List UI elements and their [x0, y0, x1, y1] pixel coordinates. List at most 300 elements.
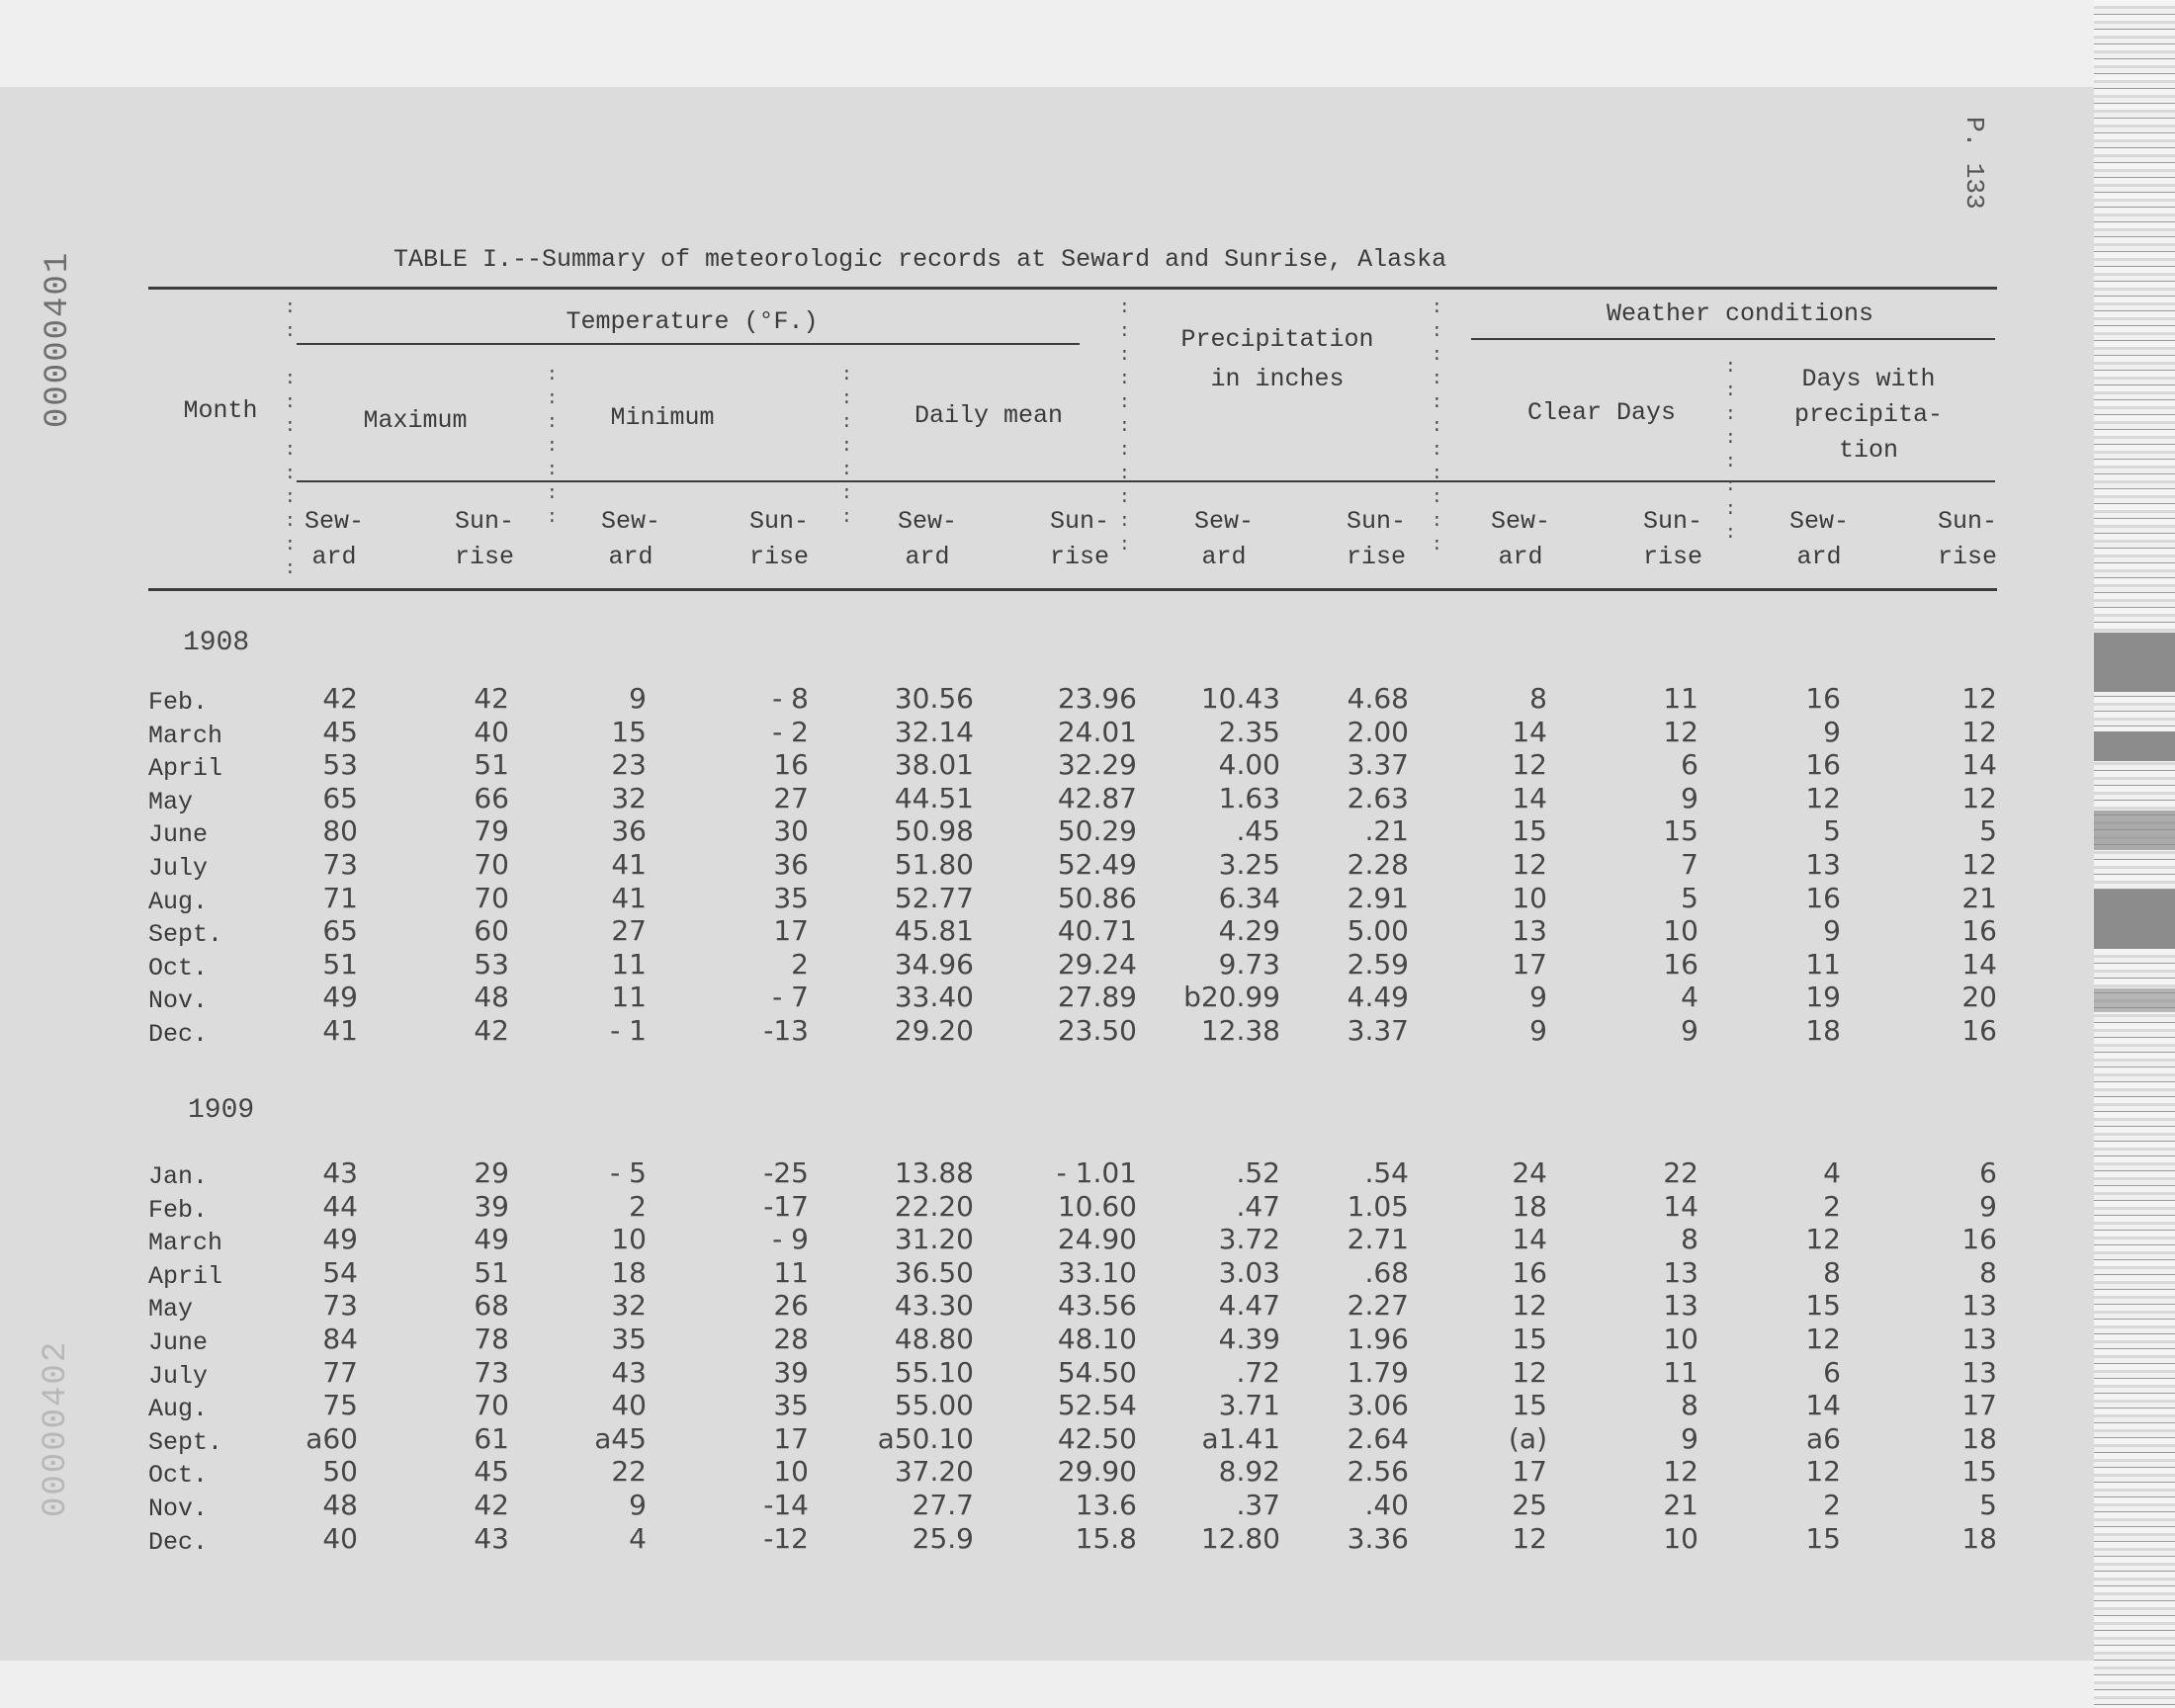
table-cell: 2 — [791, 947, 809, 981]
table-row — [0, 814, 2094, 848]
table-cell: 40 — [322, 1521, 358, 1555]
table-cell: - 5 — [610, 1156, 647, 1189]
subheader-seward: Sew- ard — [1193, 507, 1254, 571]
table-row — [0, 914, 2094, 948]
month-label: Dec. — [148, 1020, 209, 1049]
table-cell: 27 — [611, 914, 647, 948]
table-row — [0, 1289, 2094, 1323]
table-cell: 6 — [1823, 1355, 1841, 1389]
table-cell: 8 — [1681, 1223, 1698, 1256]
table-cell: 24 — [1512, 1156, 1547, 1189]
table-cell: 1.63 — [1218, 781, 1280, 814]
table-cell: 39 — [474, 1189, 509, 1223]
month-label: Aug. — [148, 887, 209, 916]
table-cell: 9 — [1979, 1189, 1997, 1223]
table-cell: 26 — [773, 1289, 809, 1323]
table-cell: 27.7 — [912, 1489, 974, 1521]
table-cell: 16 — [1805, 881, 1841, 914]
subheader-sunrise: Sun- rise — [454, 507, 514, 571]
table-cell: 2.00 — [1347, 715, 1409, 748]
table-cell: 4.00 — [1218, 748, 1280, 782]
subheader-sunrise: Sun- rise — [1346, 507, 1406, 571]
table-cell: 42 — [474, 1489, 509, 1521]
month-label: July — [148, 1361, 209, 1391]
table-cell: 52.77 — [894, 881, 974, 914]
month-label: Nov. — [148, 1494, 209, 1523]
table-cell: 53 — [474, 947, 509, 981]
table-cell: .47 — [1236, 1189, 1280, 1223]
month-label: March — [148, 721, 223, 750]
table-cell: 49 — [322, 1223, 358, 1256]
table-cell: 36 — [611, 814, 647, 848]
table-row — [0, 1389, 2094, 1422]
table-cell: - 1.01 — [1056, 1156, 1137, 1189]
table-cell: 15 — [1961, 1455, 1997, 1489]
table-cell: 2.56 — [1347, 1455, 1409, 1489]
table-cell: 12 — [1961, 781, 1997, 814]
month-label: May — [148, 1295, 194, 1324]
table-cell: 12 — [1805, 781, 1841, 814]
header-temperature: Temperature (°F.) — [566, 307, 819, 336]
table-cell: -13 — [763, 1014, 809, 1047]
table-cell: 21 — [1961, 881, 1997, 914]
table-cell: 12 — [1805, 1323, 1841, 1355]
table-cell: .72 — [1236, 1355, 1280, 1389]
table-cell: 49 — [474, 1223, 509, 1256]
table-cell: 12 — [1961, 715, 1997, 748]
subheader-seward: Sew- ard — [1788, 507, 1849, 571]
table-cell: 68 — [474, 1289, 509, 1323]
table-cell: 60 — [474, 914, 509, 948]
table-cell: 10.43 — [1200, 682, 1280, 715]
table-row — [0, 716, 2094, 749]
table-cell: 14 — [1512, 781, 1547, 814]
month-label: Nov. — [148, 986, 209, 1016]
table-cell: 1.96 — [1347, 1323, 1409, 1355]
table-cell: 3.37 — [1347, 748, 1409, 782]
table-row — [0, 1455, 2094, 1489]
table-cell: 1.05 — [1347, 1189, 1409, 1223]
table-cell: 15 — [1805, 1289, 1841, 1323]
table-cell: 54 — [322, 1255, 358, 1289]
subheader-seward: Sew- ard — [1490, 507, 1550, 571]
table-cell: 9 — [1681, 781, 1698, 814]
table-cell: 18 — [1961, 1521, 1997, 1555]
table-cell: .37 — [1236, 1489, 1280, 1521]
table-cell: 14 — [1805, 1389, 1841, 1422]
table-cell: 11 — [1663, 682, 1698, 715]
table-cell: 9 — [1529, 1014, 1547, 1047]
table-cell: 43.56 — [1057, 1289, 1137, 1323]
document-stamp-bottom: 00000402 — [38, 1339, 75, 1517]
table-cell: 70 — [474, 848, 509, 881]
table-row — [0, 1522, 2094, 1556]
table-cell: 73 — [322, 848, 358, 881]
month-label: May — [148, 787, 194, 816]
table-cell: a1.41 — [1201, 1421, 1280, 1455]
month-label: April — [148, 754, 223, 784]
table-cell: 48.80 — [894, 1323, 974, 1355]
table-cell: 14 — [1961, 748, 1997, 782]
table-cell: 73 — [474, 1355, 509, 1389]
table-cell: 13 — [1961, 1323, 1997, 1355]
table-cell: a45 — [594, 1421, 647, 1455]
table-cell: 11 — [1805, 947, 1841, 981]
month-label: Jan. — [148, 1162, 209, 1191]
table-cell: 70 — [474, 881, 509, 914]
table-cell: 4.29 — [1218, 914, 1280, 948]
table-cell: 5.00 — [1347, 914, 1409, 948]
page-number: P. 133 — [1959, 117, 1989, 210]
table-cell: 40 — [611, 1389, 647, 1422]
table-row — [0, 1014, 2094, 1048]
separator: : : : : : : : : — [1725, 358, 1736, 544]
table-cell: 27.89 — [1057, 981, 1137, 1014]
table-cell: 5 — [1979, 1489, 1997, 1521]
year-label-1908: 1908 — [183, 628, 250, 658]
table-cell: 78 — [474, 1323, 509, 1355]
temperature-rule — [297, 343, 1080, 345]
table-cell: 17 — [1961, 1389, 1997, 1422]
month-label: Aug. — [148, 1395, 209, 1424]
table-cell: 12 — [1805, 1455, 1841, 1489]
table-cell: 14 — [1663, 1189, 1698, 1223]
table-cell: 18 — [611, 1255, 647, 1289]
table-cell: 15 — [1512, 1323, 1547, 1355]
table-cell: 15 — [1663, 814, 1698, 848]
table-cell: .54 — [1364, 1156, 1409, 1189]
table-row — [0, 748, 2094, 782]
table-cell: 15 — [1512, 1389, 1547, 1422]
month-label: Sept. — [148, 920, 223, 950]
table-row — [0, 1156, 2094, 1190]
table-cell: 44 — [322, 1189, 358, 1223]
table-cell: 12 — [1512, 848, 1547, 881]
subheader-seward: Sew- ard — [600, 507, 660, 571]
table-row — [0, 981, 2094, 1014]
table-cell: 10 — [1663, 1323, 1698, 1355]
table-cell: 27 — [773, 781, 809, 814]
table-cell: 79 — [474, 814, 509, 848]
table-cell: 22 — [1663, 1156, 1698, 1189]
table-cell: 37.20 — [894, 1455, 974, 1489]
table-cell: 9 — [1681, 1014, 1698, 1047]
table-cell: 36 — [773, 848, 809, 881]
separator: : : : : : : : : : : : — [1432, 299, 1442, 555]
table-cell: 12 — [1512, 1521, 1547, 1555]
table-cell: 36.50 — [894, 1255, 974, 1289]
table-cell: 11 — [773, 1255, 809, 1289]
subheader-seward: Sew- ard — [304, 507, 364, 571]
table-cell: -12 — [763, 1521, 809, 1555]
table-cell: 4.68 — [1347, 682, 1409, 715]
table-cell: 10 — [773, 1455, 809, 1489]
table-cell: 22 — [611, 1455, 647, 1489]
table-cell: 11 — [1663, 1355, 1698, 1389]
table-cell: 14 — [1961, 947, 1997, 981]
table-cell: 45 — [322, 715, 358, 748]
table-cell: 35 — [773, 881, 809, 914]
table-cell: 15 — [1512, 814, 1547, 848]
table-cell: 50.86 — [1057, 881, 1137, 914]
table-cell: 16 — [1961, 1223, 1997, 1256]
table-cell: 5 — [1979, 814, 1997, 848]
table-cell: 43 — [474, 1521, 509, 1555]
table-cell: 3.06 — [1347, 1389, 1409, 1422]
table-cell: 30.56 — [894, 682, 974, 715]
table-cell: 42 — [322, 682, 358, 715]
table-cell: 48 — [322, 1489, 358, 1521]
table-cell: 32 — [611, 781, 647, 814]
table-cell: 24.90 — [1057, 1223, 1137, 1256]
month-label: Oct. — [148, 953, 209, 982]
table-cell: 16 — [1961, 1014, 1997, 1047]
table-cell: 44.51 — [894, 781, 974, 814]
table-cell: 80 — [322, 814, 358, 848]
month-label: Dec. — [148, 1527, 209, 1557]
table-cell: 51.80 — [894, 848, 974, 881]
table-cell: 4 — [1681, 981, 1698, 1014]
table-cell: 65 — [322, 914, 358, 948]
table-title: TABLE I.--Summary of meteorologic records at Seward and Sunrise, Alaska — [393, 245, 1447, 274]
table-cell: 34.96 — [894, 947, 974, 981]
table-cell: .68 — [1364, 1255, 1409, 1289]
table-cell: 12 — [1663, 715, 1698, 748]
table-cell: 8 — [1979, 1255, 1997, 1289]
table-cell: 2.64 — [1347, 1421, 1409, 1455]
table-cell: 4 — [629, 1521, 647, 1555]
table-cell: 17 — [1512, 947, 1547, 981]
year-label-1909: 1909 — [188, 1095, 255, 1126]
month-label: March — [148, 1229, 223, 1258]
month-label: June — [148, 820, 209, 850]
table-cell: 10 — [1663, 914, 1698, 948]
month-label: Feb. — [148, 1195, 209, 1225]
table-cell: 32 — [611, 1289, 647, 1323]
table-cell: 13 — [1512, 914, 1547, 948]
table-cell: 61 — [474, 1421, 509, 1455]
table-cell: 8 — [1681, 1389, 1698, 1422]
separator: : : : : : : : : : : : — [1119, 299, 1130, 555]
header-maximum: Maximum — [363, 406, 468, 435]
table-cell: 3.72 — [1218, 1223, 1280, 1256]
table-cell: 51 — [474, 1255, 509, 1289]
table-cell: 18 — [1805, 1014, 1841, 1047]
table-cell: 17 — [773, 1421, 809, 1455]
month-label: June — [148, 1328, 209, 1357]
table-cell: b20.99 — [1183, 981, 1280, 1014]
table-cell: 50.29 — [1057, 814, 1137, 848]
table-cell: -25 — [763, 1156, 809, 1189]
subheader-sunrise: Sun- rise — [1937, 507, 1997, 571]
table-row — [0, 1356, 2094, 1390]
table-cell: 13 — [1663, 1255, 1698, 1289]
table-cell: 9 — [1823, 715, 1841, 748]
table-row — [0, 1190, 2094, 1224]
table-cell: 10.60 — [1057, 1189, 1137, 1223]
table-cell: 12 — [1805, 1223, 1841, 1256]
table-cell: 40.71 — [1057, 914, 1137, 948]
table-cell: 22.20 — [894, 1189, 974, 1223]
table-cell: 8 — [1823, 1255, 1841, 1289]
table-cell: - 7 — [772, 981, 809, 1014]
table-cell: 32.29 — [1057, 748, 1137, 782]
table-cell: 10 — [1663, 1521, 1698, 1555]
table-cell: 66 — [474, 781, 509, 814]
table-row — [0, 1489, 2094, 1522]
table-cell: 4.47 — [1218, 1289, 1280, 1323]
table-cell: 12 — [1512, 1289, 1547, 1323]
table-cell: 51 — [322, 947, 358, 981]
table-cell: 33.10 — [1057, 1255, 1137, 1289]
table-cell: 7 — [1681, 848, 1698, 881]
table-cell: 23 — [611, 748, 647, 782]
subheader-sunrise: Sun- rise — [1642, 507, 1702, 571]
weather-rule — [1471, 338, 1995, 340]
table-cell: 14 — [1512, 715, 1547, 748]
table-row — [0, 848, 2094, 882]
table-cell: 12 — [1512, 748, 1547, 782]
table-cell: 14 — [1512, 1223, 1547, 1256]
table-cell: -14 — [763, 1489, 809, 1521]
table-cell: 16 — [773, 748, 809, 782]
table-cell: 17 — [773, 914, 809, 948]
month-label: April — [148, 1261, 223, 1291]
table-cell: 20 — [1961, 981, 1997, 1014]
table-cell: 9 — [1681, 1421, 1698, 1455]
table-cell: 13 — [1663, 1289, 1698, 1323]
table-cell: 13 — [1961, 1355, 1997, 1389]
table-cell: a60 — [305, 1421, 358, 1455]
table-cell: 33.40 — [894, 981, 974, 1014]
month-label: Feb. — [148, 688, 209, 717]
table-cell: 84 — [322, 1323, 358, 1355]
table-cell: 43 — [322, 1156, 358, 1189]
table-cell: 12.38 — [1200, 1014, 1280, 1047]
table-row — [0, 1323, 2094, 1356]
month-label: Oct. — [148, 1461, 209, 1491]
table-cell: .40 — [1364, 1489, 1409, 1521]
table-cell: 13 — [1961, 1289, 1997, 1323]
table-cell: 2 — [1823, 1489, 1841, 1521]
table-cell: 5 — [1681, 881, 1698, 914]
table-cell: 18 — [1961, 1421, 1997, 1455]
table-cell: 21 — [1663, 1489, 1698, 1521]
table-cell: 9 — [1529, 981, 1547, 1014]
table-cell: 12.80 — [1200, 1521, 1280, 1555]
table-cell: 29 — [474, 1156, 509, 1189]
table-cell: 13.6 — [1075, 1489, 1137, 1521]
header-precipitation: Precipitation in inches — [1180, 325, 1374, 393]
header-daily-mean: Daily mean — [914, 401, 1064, 430]
table-cell: 2.28 — [1347, 848, 1409, 881]
table-cell: 24.01 — [1057, 715, 1137, 748]
table-cell: 29.20 — [894, 1014, 974, 1047]
table-cell: 53 — [322, 748, 358, 782]
separator: : : : : : : : : : : : — [285, 299, 296, 579]
table-cell: 6.34 — [1218, 881, 1280, 914]
table-cell: 42.50 — [1057, 1421, 1137, 1455]
table-cell: 42 — [474, 1014, 509, 1047]
table-cell: 8 — [1529, 682, 1547, 715]
table-cell: - 8 — [772, 682, 809, 715]
table-cell: 6 — [1979, 1156, 1997, 1189]
table-cell: 40 — [474, 715, 509, 748]
table-cell: 2.35 — [1218, 715, 1280, 748]
table-cell: 8.92 — [1218, 1455, 1280, 1489]
table-cell: 39 — [773, 1355, 809, 1389]
table-cell: 2.63 — [1347, 781, 1409, 814]
table-cell: 52.49 — [1057, 848, 1137, 881]
table-row — [0, 882, 2094, 915]
table-cell: 32.14 — [894, 715, 974, 748]
table-row — [0, 682, 2094, 716]
table-cell: 43 — [611, 1355, 647, 1389]
table-cell: 2.27 — [1347, 1289, 1409, 1323]
table-cell: 71 — [322, 881, 358, 914]
table-cell: 9 — [629, 682, 647, 715]
table-cell: 45 — [474, 1455, 509, 1489]
table-cell: 10 — [611, 1223, 647, 1256]
table-cell: 16 — [1805, 748, 1841, 782]
table-cell: 23.96 — [1057, 682, 1137, 715]
table-cell: 12 — [1961, 848, 1997, 881]
table-cell: 12 — [1961, 682, 1997, 715]
table-cell: 16 — [1805, 682, 1841, 715]
table-cell: 3.25 — [1218, 848, 1280, 881]
table-cell: a6 — [1806, 1421, 1841, 1455]
top-rule — [148, 287, 1997, 290]
table-cell: 3.03 — [1218, 1255, 1280, 1289]
table-cell: - 2 — [772, 715, 809, 748]
table-cell: 42 — [474, 682, 509, 715]
table-cell: 15.8 — [1075, 1521, 1137, 1555]
table-cell: 11 — [611, 981, 647, 1014]
table-cell: .52 — [1236, 1156, 1280, 1189]
table-row — [0, 1256, 2094, 1290]
table-cell: 41 — [322, 1014, 358, 1047]
table-cell: 31.20 — [894, 1223, 974, 1256]
table-cell: 18 — [1512, 1189, 1547, 1223]
table-cell: 43.30 — [894, 1289, 974, 1323]
table-cell: 25.9 — [912, 1521, 974, 1555]
table-cell: 30 — [773, 814, 809, 848]
table-cell: (a) — [1508, 1421, 1547, 1455]
table-cell: 3.71 — [1218, 1389, 1280, 1422]
table-cell: 42.87 — [1057, 781, 1137, 814]
table-cell: 9 — [629, 1489, 647, 1521]
table-cell: 29.90 — [1057, 1455, 1137, 1489]
subheader-sunrise: Sun- rise — [1049, 507, 1109, 571]
table-cell: 16 — [1663, 947, 1698, 981]
header-days-precipitation: Days with precipita- tion — [1793, 365, 1944, 465]
table-cell: 65 — [322, 781, 358, 814]
table-row — [0, 1223, 2094, 1256]
table-cell: 55.00 — [894, 1389, 974, 1422]
table-cell: 73 — [322, 1289, 358, 1323]
table-cell: - 9 — [772, 1223, 809, 1256]
table-cell: 48 — [474, 981, 509, 1014]
subheader-sunrise: Sun- rise — [748, 507, 809, 571]
table-cell: 10 — [1512, 881, 1547, 914]
month-label: July — [148, 854, 209, 883]
header-weather: Weather conditions — [1606, 299, 1874, 328]
table-cell: 16 — [1961, 914, 1997, 948]
subheader-seward: Sew- ard — [897, 507, 957, 571]
table-cell: 19 — [1805, 981, 1841, 1014]
table-cell: 2 — [629, 1189, 647, 1223]
table-cell: 15 — [611, 715, 647, 748]
